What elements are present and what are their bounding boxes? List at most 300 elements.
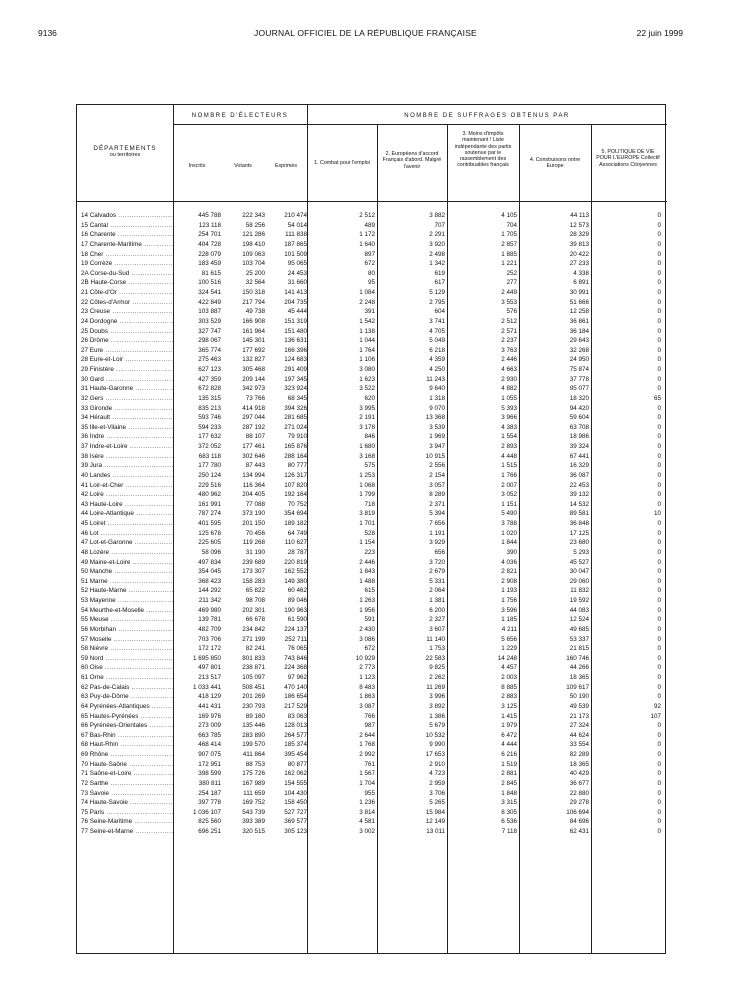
- table-row: [77, 558, 667, 568]
- value-cell: 1 488: [359, 577, 375, 585]
- department-label: 21 Côte-d'Or .....: [81, 289, 173, 296]
- table-row: [77, 452, 667, 462]
- department-label: 2A Corse-du-Sud .....: [81, 270, 173, 277]
- value-cell: 172 951: [198, 760, 221, 768]
- value-cell: 0: [657, 327, 661, 335]
- department-cell: [81, 683, 173, 693]
- value-cell: 955: [364, 789, 375, 797]
- value-cell: 1 044: [359, 337, 375, 345]
- value-cell: 229 516: [198, 481, 221, 489]
- value-cell: 10 532: [425, 731, 445, 739]
- department-cell: [81, 586, 173, 596]
- value-cell: 2 910: [429, 760, 445, 768]
- table-row: [77, 577, 667, 587]
- value-cell: 151 319: [284, 317, 307, 325]
- value-cell: 480 962: [198, 491, 221, 499]
- value-cell: 12 149: [425, 818, 445, 826]
- value-cell: 10: [653, 510, 661, 518]
- table-row: [77, 808, 667, 818]
- value-cell: 8 305: [501, 808, 517, 816]
- table-row: [77, 692, 667, 702]
- value-cell: 187 865: [284, 240, 307, 248]
- value-cell: 1 680: [359, 443, 375, 450]
- department-cell: [81, 269, 173, 279]
- value-cell: 5 265: [429, 799, 445, 807]
- table-row: [77, 740, 667, 750]
- department-label: 70 Haute-Saône .....: [81, 761, 173, 768]
- value-cell: 119 268: [242, 539, 265, 547]
- department-label: 38 Isère .....: [81, 453, 173, 460]
- department-cell: [81, 596, 173, 606]
- value-cell: 92: [653, 702, 661, 710]
- value-cell: 2 556: [429, 462, 445, 470]
- value-cell: 3 607: [429, 625, 445, 633]
- table-row: [77, 230, 667, 240]
- value-cell: 254 701: [198, 231, 221, 239]
- value-cell: 30 047: [569, 568, 589, 576]
- value-cell: 79 910: [287, 433, 307, 441]
- value-cell: 8 483: [359, 683, 375, 691]
- value-cell: 0: [657, 693, 661, 701]
- value-cell: 656: [434, 548, 445, 556]
- value-cell: 213 517: [198, 674, 221, 681]
- department-cell: [81, 817, 173, 827]
- value-cell: 132 827: [242, 356, 265, 364]
- table-row: [77, 509, 667, 519]
- value-cell: 109 617: [566, 683, 589, 691]
- table-body: [77, 211, 667, 837]
- value-cell: 62 431: [569, 828, 589, 835]
- department-cell: [81, 221, 173, 231]
- value-cell: 95: [367, 279, 375, 287]
- value-cell: 391: [364, 308, 375, 316]
- value-cell: 13 011: [426, 828, 445, 835]
- value-cell: 2 291: [429, 231, 445, 239]
- value-cell: 527 727: [284, 808, 307, 816]
- value-cell: 189 182: [284, 520, 307, 527]
- table-row: [77, 221, 667, 231]
- value-cell: 275 463: [198, 356, 221, 364]
- value-cell: 22 583: [425, 654, 445, 662]
- value-cell: 95 065: [287, 260, 307, 268]
- department-cell: [81, 250, 173, 260]
- department-label: 53 Mayenne .....: [81, 597, 173, 604]
- department-cell: [81, 625, 173, 635]
- value-cell: 199 570: [242, 741, 265, 749]
- header-bottom-divider: [77, 201, 667, 202]
- value-cell: 0: [657, 500, 661, 508]
- value-cell: 1 263: [359, 597, 375, 604]
- value-cell: 1 386: [429, 712, 445, 720]
- value-cell: 2 992: [359, 751, 375, 758]
- table-row: [77, 307, 667, 317]
- department-label: 75 Paris .....: [81, 809, 173, 816]
- col-header-exprimes: Exprimés: [274, 163, 298, 169]
- department-cell: [81, 827, 173, 837]
- value-cell: 1 084: [359, 289, 375, 296]
- value-cell: 4 663: [501, 366, 517, 373]
- value-cell: 24 453: [287, 269, 307, 277]
- department-label: 17 Charente-Maritime .....: [81, 241, 173, 248]
- value-cell: 40 429: [569, 770, 589, 778]
- department-cell: [81, 461, 173, 471]
- value-cell: 33 554: [569, 741, 589, 749]
- department-label: 46 Lot .....: [81, 530, 173, 537]
- value-cell: 45 527: [569, 558, 589, 566]
- department-label: 15 Cantal .....: [81, 222, 173, 229]
- department-cell: [81, 519, 173, 529]
- department-label: 23 Creuse .....: [81, 308, 173, 315]
- value-cell: 230 793: [242, 702, 265, 710]
- table-row: [77, 817, 667, 827]
- value-cell: 158 450: [284, 799, 307, 807]
- value-cell: 787 274: [198, 510, 221, 518]
- department-cell: [81, 442, 173, 452]
- value-cell: 160 746: [566, 654, 589, 662]
- value-cell: 161 991: [198, 500, 221, 508]
- value-cell: 2 679: [429, 568, 445, 576]
- value-cell: 987: [364, 722, 375, 730]
- department-cell: [81, 721, 173, 731]
- value-cell: 106 694: [566, 808, 589, 816]
- value-cell: 73 766: [245, 394, 265, 402]
- table-row: [77, 635, 667, 645]
- value-cell: 39 324: [569, 443, 589, 450]
- value-cell: 162 062: [284, 770, 307, 778]
- department-label: 39 Jura .....: [81, 462, 173, 469]
- department-label: 63 Puy-de-Dôme .....: [81, 693, 173, 700]
- value-cell: 104 430: [284, 789, 307, 797]
- value-cell: 183 459: [198, 260, 221, 268]
- department-label: 60 Oise .....: [81, 664, 173, 671]
- value-cell: 1 191: [429, 529, 445, 537]
- value-cell: 70 752: [287, 500, 307, 508]
- value-cell: 3 057: [429, 481, 445, 489]
- value-cell: 398 599: [198, 770, 221, 778]
- value-cell: 497 801: [198, 664, 221, 672]
- value-cell: 1 342: [429, 260, 445, 268]
- value-cell: 125 678: [198, 529, 221, 537]
- department-label: 62 Pas-de-Calais .....: [81, 684, 173, 691]
- department-label: 25 Doubs .....: [81, 328, 173, 335]
- department-label: 19 Corrèze .....: [81, 260, 173, 267]
- value-cell: 44 113: [570, 212, 589, 219]
- department-label: 55 Meuse .....: [81, 616, 173, 623]
- value-cell: 418 129: [198, 693, 221, 701]
- table-row: [77, 259, 667, 269]
- value-cell: 135 446: [242, 722, 265, 730]
- value-cell: 51 666: [569, 298, 589, 306]
- table-row: [77, 404, 667, 414]
- value-cell: 97 962: [287, 674, 307, 681]
- table-row: [77, 789, 667, 799]
- value-cell: 4 705: [429, 327, 445, 335]
- value-cell: 177 632: [198, 433, 221, 441]
- value-cell: 3 125: [501, 702, 517, 710]
- department-cell: [81, 702, 173, 712]
- value-cell: 615: [364, 587, 375, 595]
- value-cell: 2 262: [429, 674, 445, 681]
- value-cell: 0: [657, 625, 661, 633]
- table-row: [77, 750, 667, 760]
- value-cell: 23 680: [569, 539, 589, 547]
- publication-date: 22 juin 1999: [636, 28, 683, 38]
- department-label: 74 Haute-Savoie .....: [81, 799, 173, 806]
- value-cell: 0: [657, 308, 661, 316]
- value-cell: 0: [657, 385, 661, 393]
- value-cell: 0: [657, 741, 661, 749]
- value-cell: 80: [367, 269, 375, 277]
- value-cell: 210 474: [284, 212, 307, 219]
- department-label: 47 Lot-et-Garonne .....: [81, 539, 173, 546]
- value-cell: 222 343: [242, 212, 265, 219]
- value-cell: 76 065: [287, 645, 307, 653]
- value-cell: 273 009: [198, 722, 221, 730]
- value-cell: 9 825: [429, 664, 445, 672]
- value-cell: 20 422: [569, 250, 589, 258]
- value-cell: 6 536: [501, 818, 517, 826]
- value-cell: 324 541: [198, 289, 221, 296]
- value-cell: 397 778: [198, 799, 221, 807]
- value-cell: 66 678: [245, 616, 265, 624]
- department-cell: [81, 615, 173, 625]
- value-cell: 281 685: [284, 414, 307, 422]
- value-cell: 707: [434, 221, 445, 229]
- department-cell: [81, 606, 173, 616]
- value-cell: 528: [364, 529, 375, 537]
- value-cell: 303 529: [198, 317, 221, 325]
- value-cell: 29 278: [569, 799, 589, 807]
- value-cell: 3 315: [501, 799, 517, 807]
- value-cell: 250 124: [198, 471, 221, 479]
- value-cell: 0: [657, 597, 661, 604]
- value-cell: 1 623: [359, 375, 375, 383]
- value-cell: 8 289: [429, 491, 445, 499]
- value-cell: 5 394: [429, 510, 445, 518]
- value-cell: 297 044: [242, 414, 265, 422]
- value-cell: 2 446: [501, 356, 517, 364]
- value-cell: 36 184: [569, 327, 589, 335]
- department-cell: [81, 384, 173, 394]
- value-cell: 468 414: [198, 741, 221, 749]
- value-cell: 11 140: [426, 635, 445, 643]
- value-cell: 95 077: [569, 385, 589, 393]
- value-cell: 3 706: [429, 789, 445, 797]
- table-row: [77, 663, 667, 673]
- value-cell: 0: [657, 356, 661, 364]
- value-cell: 11 243: [426, 375, 445, 383]
- value-cell: 4 444: [501, 741, 517, 749]
- table-row: [77, 731, 667, 741]
- department-cell: [81, 635, 173, 645]
- electeurs-group-header: NOMBRE D'ÉLECTEURS: [191, 113, 289, 119]
- value-cell: 327 747: [198, 327, 221, 335]
- value-cell: 683 118: [198, 452, 221, 460]
- value-cell: 89 581: [569, 510, 589, 518]
- value-cell: 1 253: [359, 471, 375, 479]
- department-label: 64 Pyrénées-Atlantiques .....: [81, 703, 173, 710]
- table-row: [77, 461, 667, 471]
- value-cell: 404 728: [198, 240, 221, 248]
- value-cell: 1 221: [501, 260, 517, 268]
- value-cell: 0: [657, 722, 661, 730]
- value-cell: 14 532: [569, 500, 589, 508]
- value-cell: 10 915: [425, 452, 445, 460]
- value-cell: 2 959: [429, 779, 445, 787]
- table-row: [77, 548, 667, 558]
- value-cell: 101 509: [284, 250, 307, 258]
- value-cell: 161 964: [242, 327, 265, 335]
- department-cell: [81, 712, 173, 722]
- value-cell: 271 199: [242, 635, 265, 643]
- value-cell: 761: [364, 760, 375, 768]
- value-cell: 107: [650, 712, 661, 720]
- value-cell: 224 368: [284, 664, 307, 672]
- value-cell: 6 891: [573, 279, 589, 287]
- value-cell: 4 211: [501, 625, 517, 633]
- table-row: [77, 355, 667, 365]
- value-cell: 11 832: [570, 587, 589, 595]
- table-row: [77, 317, 667, 327]
- value-cell: 0: [657, 423, 661, 431]
- value-cell: 32 564: [245, 279, 265, 287]
- table-row: [77, 769, 667, 779]
- department-label: 73 Savoie .....: [81, 790, 173, 797]
- table-row: [77, 683, 667, 693]
- value-cell: 3 087: [359, 702, 375, 710]
- value-cell: 365 774: [198, 346, 221, 354]
- table-row: [77, 269, 667, 279]
- department-label: 50 Manche .....: [81, 568, 173, 575]
- value-cell: 5 331: [429, 577, 445, 585]
- value-cell: 53 337: [569, 635, 589, 643]
- value-cell: 6 216: [501, 751, 517, 758]
- value-cell: 65 822: [245, 587, 265, 595]
- value-cell: 105 097: [242, 674, 265, 681]
- department-label: 56 Morbihan .....: [81, 626, 173, 633]
- value-cell: 0: [657, 664, 661, 672]
- value-cell: 80 777: [287, 462, 307, 470]
- department-cell: [81, 317, 173, 327]
- table-row: [77, 288, 667, 298]
- table-row: [77, 471, 667, 481]
- value-cell: 1 799: [359, 491, 375, 499]
- value-cell: 61 590: [287, 616, 307, 624]
- value-cell: 0: [657, 808, 661, 816]
- value-cell: 8 885: [501, 683, 517, 691]
- table-row: [77, 567, 667, 577]
- value-cell: 2 191: [359, 414, 375, 422]
- value-cell: 135 315: [198, 394, 221, 402]
- department-label: 42 Loire .....: [81, 491, 173, 498]
- value-cell: 298 067: [198, 337, 221, 345]
- value-cell: 401 595: [198, 520, 221, 527]
- department-label: 57 Moselle .....: [81, 636, 173, 643]
- value-cell: 3 052: [501, 491, 517, 499]
- value-cell: 197 345: [284, 375, 307, 383]
- department-label: 24 Dordogne .....: [81, 318, 173, 325]
- value-cell: 2 512: [359, 212, 375, 219]
- value-cell: 1 768: [359, 741, 375, 749]
- value-cell: 663 785: [198, 731, 221, 739]
- value-cell: 354 694: [284, 510, 307, 518]
- value-cell: 5 679: [429, 722, 445, 730]
- value-cell: 111 659: [243, 789, 265, 797]
- department-label: 31 Haute-Garonne .....: [81, 385, 173, 392]
- value-cell: 209 144: [242, 375, 265, 383]
- value-cell: 65: [653, 394, 661, 402]
- value-cell: 88 753: [245, 760, 265, 768]
- value-cell: 0: [657, 577, 661, 585]
- department-label: 54 Meurthe-et-Moselle .....: [81, 607, 173, 614]
- value-cell: 0: [657, 539, 661, 547]
- value-cell: 27 324: [569, 722, 589, 730]
- department-label: 41 Loir-et-Cher .....: [81, 482, 173, 489]
- value-cell: 94 420: [569, 404, 589, 412]
- value-cell: 254 187: [198, 789, 221, 797]
- department-cell: [81, 471, 173, 481]
- value-cell: 5 293: [573, 548, 589, 556]
- value-cell: 5 049: [429, 337, 445, 345]
- value-cell: 1 318: [429, 394, 445, 402]
- department-label: 33 Gironde .....: [81, 405, 173, 412]
- value-cell: 3 929: [429, 539, 445, 547]
- department-cell: [81, 355, 173, 365]
- col-header-list-4: 4. Construisons notre Europe: [529, 157, 581, 170]
- department-cell: [81, 327, 173, 337]
- department-label: 48 Lozère .....: [81, 549, 173, 556]
- table-row: [77, 240, 667, 250]
- value-cell: 0: [657, 760, 661, 768]
- value-cell: 16 329: [569, 462, 589, 470]
- department-cell: [81, 394, 173, 404]
- value-cell: 32 268: [569, 346, 589, 354]
- department-cell: [81, 211, 173, 221]
- value-cell: 2 498: [429, 250, 445, 258]
- value-cell: 1 519: [501, 760, 517, 768]
- col-header-inscrits: Inscrits: [188, 163, 206, 169]
- value-cell: 1 705: [501, 231, 517, 239]
- value-cell: 3 178: [359, 423, 375, 431]
- value-cell: 173 307: [242, 568, 265, 576]
- value-cell: 288 164: [284, 452, 307, 460]
- value-cell: 201 150: [242, 520, 265, 527]
- department-cell: [81, 731, 173, 741]
- value-cell: 0: [657, 548, 661, 556]
- value-cell: 672 828: [198, 385, 221, 393]
- table-row: [77, 346, 667, 356]
- table-row: [77, 413, 667, 423]
- value-cell: 0: [657, 366, 661, 373]
- value-cell: 139 781: [198, 616, 221, 624]
- value-cell: 6 200: [429, 606, 445, 614]
- value-cell: 5 129: [429, 289, 445, 296]
- value-cell: 177 780: [198, 462, 221, 470]
- value-cell: 22 453: [569, 481, 589, 489]
- value-cell: 3 819: [359, 510, 375, 518]
- value-cell: 166 396: [284, 346, 307, 354]
- value-cell: 373 190: [242, 510, 265, 518]
- department-cell: [81, 490, 173, 500]
- value-cell: 89 160: [245, 712, 265, 720]
- value-cell: 124 683: [284, 356, 307, 364]
- value-cell: 63 708: [569, 423, 589, 431]
- value-cell: 3 966: [501, 414, 517, 422]
- value-cell: 3 086: [359, 635, 375, 643]
- value-cell: 302 646: [242, 452, 265, 460]
- department-cell: [81, 346, 173, 356]
- value-cell: 238 871: [242, 664, 265, 672]
